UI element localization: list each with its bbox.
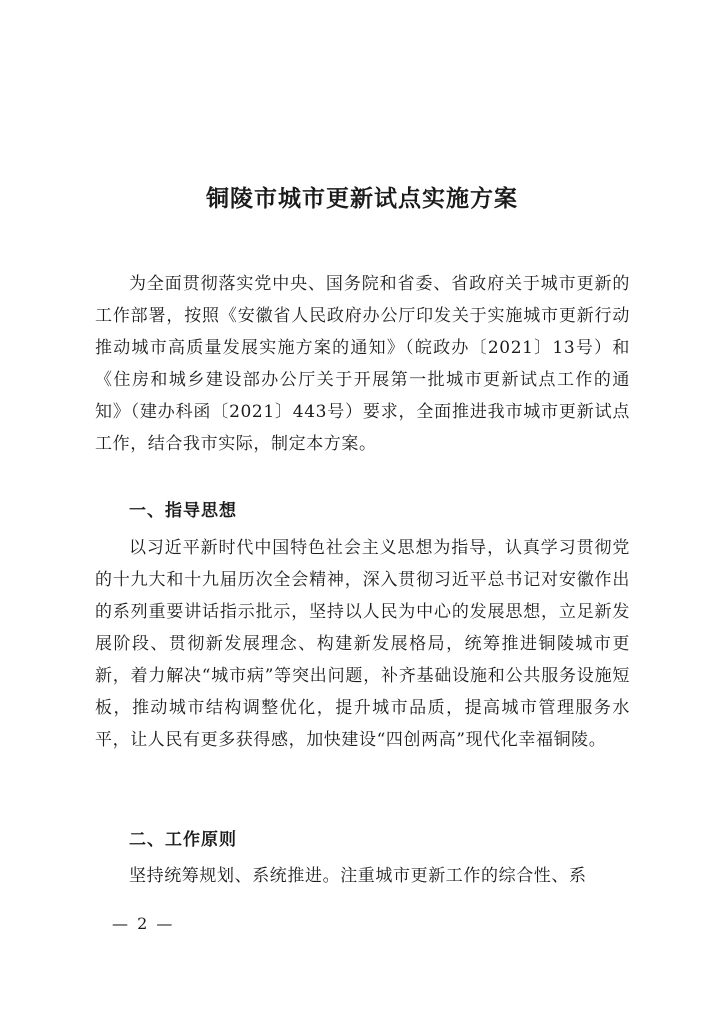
intro-paragraph: 为全面贯彻落实党中央、国务院和省委、省政府关于城市更新的工作部署，按照《安徽省人民政府办公厅印发关于实施城市更新行动推动城市高质量发展实施方案的通知》（皖政办〔2021〕13号）和《住房和城乡建设部办公厅关于开展第一批城市更新试点工作的通知》（建办科函〔2021〕443号）要求，全面推进我市城市更新试点工作，结合我市实际，制定本方案。 xyxy=(95,274,630,454)
work-principles-paragraph: 坚持统筹规划、系统推进。注重城市更新工作的综合性、系 xyxy=(129,866,587,886)
document-title: 铜陵市城市更新试点实施方案 xyxy=(206,186,518,212)
page-number: — 2 — xyxy=(112,914,175,933)
section-heading-work-principles: 二、工作原则 xyxy=(129,830,237,850)
guiding-ideology-paragraph: 以习近平新时代中国特色社会主义思想为指导，认真学习贯彻党的十九大和十九届历次全会精神，深入贯彻习近平总书记对安徽作出的系列重要讲话指示批示，坚持以人民为中心的发展思想，立足新发展阶段、贯彻新发展理念、构建新发展格局，统筹推进铜陵城市更新，着力解决“城市病”等突出问题，补齐基础设施和公共服务设施短板，推动城市结构调整优化，提升城市品质，提高城市管理服务水平，让人民有更多获得感，加快建设“四创两高”现代化幸福铜陵。 xyxy=(95,538,630,750)
section-heading-guiding-ideology: 一、指导思想 xyxy=(129,501,237,521)
